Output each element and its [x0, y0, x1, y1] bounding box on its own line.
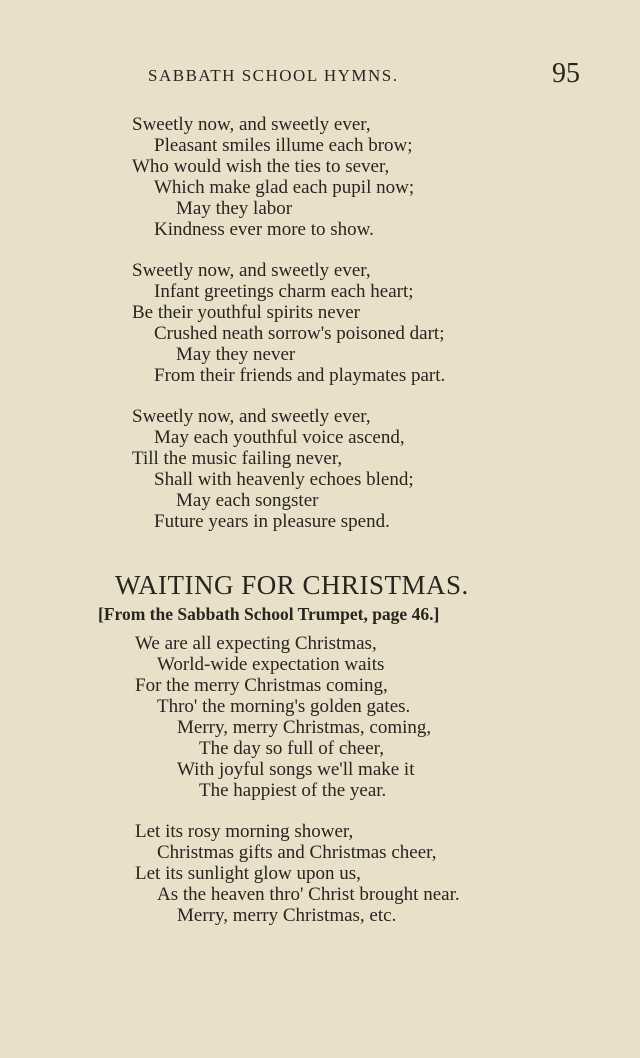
verse-line: The happiest of the year.: [199, 780, 387, 801]
verse-line: Pleasant smiles illume each brow;: [154, 135, 413, 156]
verse-line: Future years in pleasure spend.: [154, 511, 390, 532]
verse-line: Thro' the morning's golden gates.: [157, 696, 411, 717]
verse-line: May they labor: [176, 198, 293, 219]
verse-line: With joyful songs we'll make it: [177, 759, 415, 780]
verse-line: Shall with heavenly echoes blend;: [154, 469, 414, 490]
verse-line: The day so full of cheer,: [199, 738, 384, 759]
verse-line: Crushed neath sorrow's poisoned dart;: [154, 323, 445, 344]
verse-line: May each songster: [176, 490, 319, 511]
verse-line: May they never: [176, 344, 296, 365]
verse-line: Sweetly now, and sweetly ever,: [132, 406, 371, 427]
verse-line: Who would wish the ties to sever,: [132, 156, 390, 177]
running-head: SABBATH SCHOOL HYMNS.: [148, 66, 399, 85]
verse-line: May each youthful voice ascend,: [154, 427, 405, 448]
verse-line: Infant greetings charm each heart;: [154, 281, 414, 302]
verse-line: Merry, merry Christmas, coming,: [177, 717, 432, 738]
verse-line: As the heaven thro' Christ brought near.: [157, 884, 460, 905]
verse-line: For the merry Christmas coming,: [135, 675, 388, 696]
verse-line: Sweetly now, and sweetly ever,: [132, 260, 371, 281]
verse-line: Merry, merry Christmas, etc.: [177, 905, 397, 926]
verse-line: Which make glad each pupil now;: [154, 177, 415, 198]
verse-line: Kindness ever more to show.: [154, 219, 374, 240]
verse-line: Sweetly now, and sweetly ever,: [132, 114, 371, 135]
verse-line: Let its sunlight glow upon us,: [135, 863, 361, 884]
verse-line: From their friends and playmates part.: [154, 365, 446, 386]
verse-line: Christmas gifts and Christmas cheer,: [157, 842, 437, 863]
page-number: 95: [552, 58, 580, 89]
hymn-title: WAITING FOR CHRISTMAS.: [115, 570, 469, 600]
verse-line: World-wide expectation waits: [157, 654, 385, 675]
verse-line: We are all expecting Christmas,: [135, 633, 377, 654]
verse-line: Let its rosy morning shower,: [135, 821, 354, 842]
verse-line: Till the music failing never,: [132, 448, 343, 469]
hymn-source: [From the Sabbath School Trumpet, page 46.]: [98, 604, 440, 624]
verse-line: Be their youthful spirits never: [132, 302, 360, 323]
